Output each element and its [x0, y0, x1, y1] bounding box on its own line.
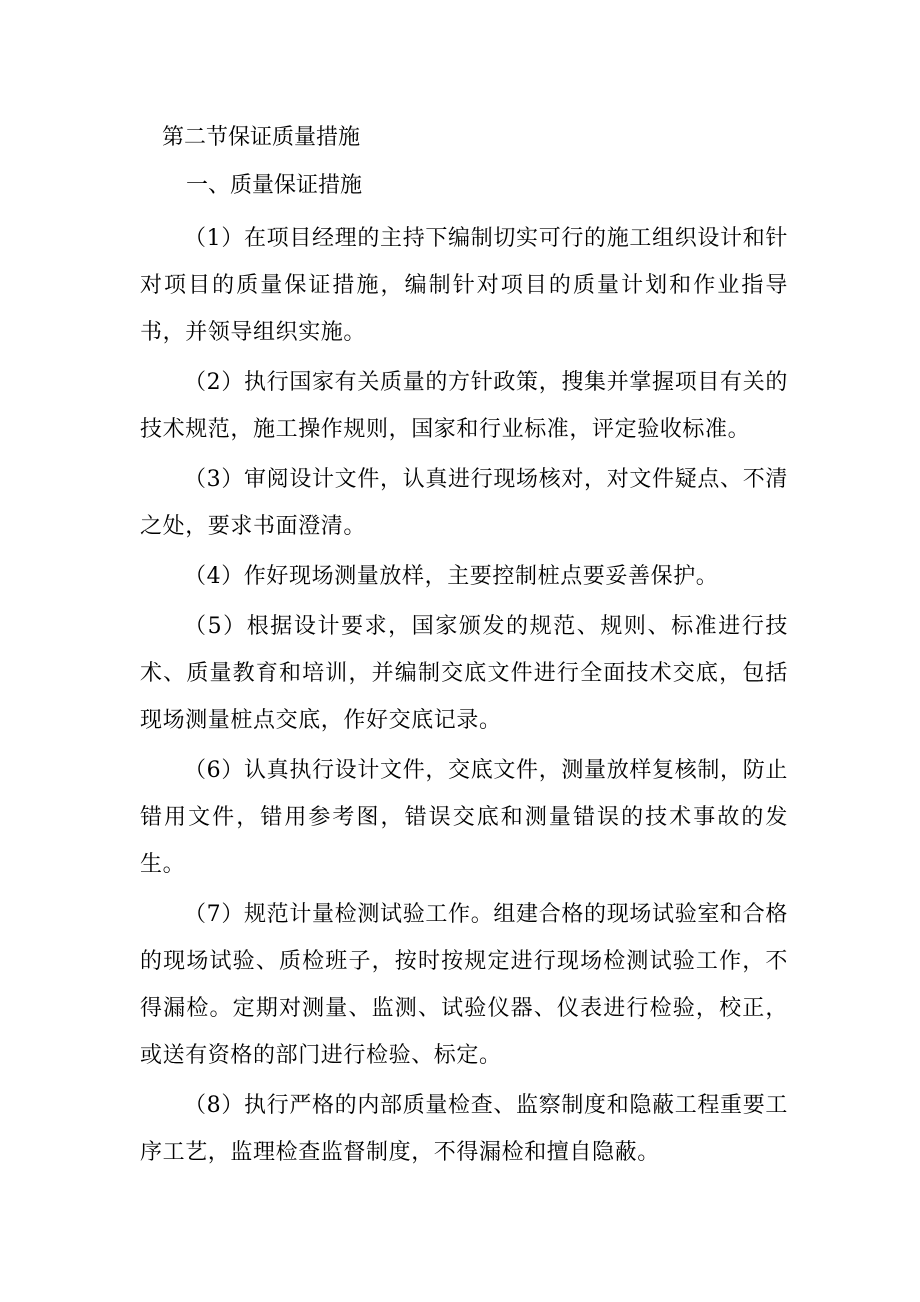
- measure-item-3: （3）审阅设计文件，认真进行现场核对，对文件疑点、不清之处，要求书面澄清。: [140, 467, 788, 539]
- section-title: 第二节保证质量措施: [162, 125, 361, 150]
- measure-item-8: （8）执行严格的内部质量检查、监察制度和隐蔽工程重要工序工艺，监理检查监督制度，不得漏检和擅自隐蔽。: [140, 1093, 788, 1165]
- measure-item-7: （7）规范计量检测试验工作。组建合格的现场试验室和合格的现场试验、质检班子，按时按规定进行现场检测试验工作，不得漏检。定期对测量、监测、试验仪器、仪表进行检验，校正，或送有资格的部门进行检验、标定。: [140, 902, 788, 1068]
- measure-item-2: （2）执行国家有关质量的方针政策，搜集并掌握项目有关的技术规范，施工操作规则，国家和行业标准，评定验收标准。: [140, 370, 788, 442]
- measure-list: [140, 215, 788, 1179]
- subsection-title: 一、质量保证措施: [186, 173, 363, 198]
- measure-item-6: （6）认真执行设计文件，交底文件，测量放样复核制，防止错用文件，错用参考图，错误交底和测量错误的技术事故的发生。: [140, 758, 788, 877]
- measure-item-1: （1）在项目经理的主持下编制切实可行的施工组织设计和针对项目的质量保证措施，编制针对项目的质量计划和作业指导书，并领导组织实施。: [140, 226, 788, 345]
- measure-item-5: （5）根据设计要求，国家颁发的规范、规则、标准进行技术、质量教育和培训，并编制交底文件进行全面技术交底，包括现场测量桩点交底，作好交底记录。: [140, 614, 788, 733]
- measure-item-4: （4）作好现场测量放样，主要控制桩点要妥善保护。: [184, 564, 719, 589]
